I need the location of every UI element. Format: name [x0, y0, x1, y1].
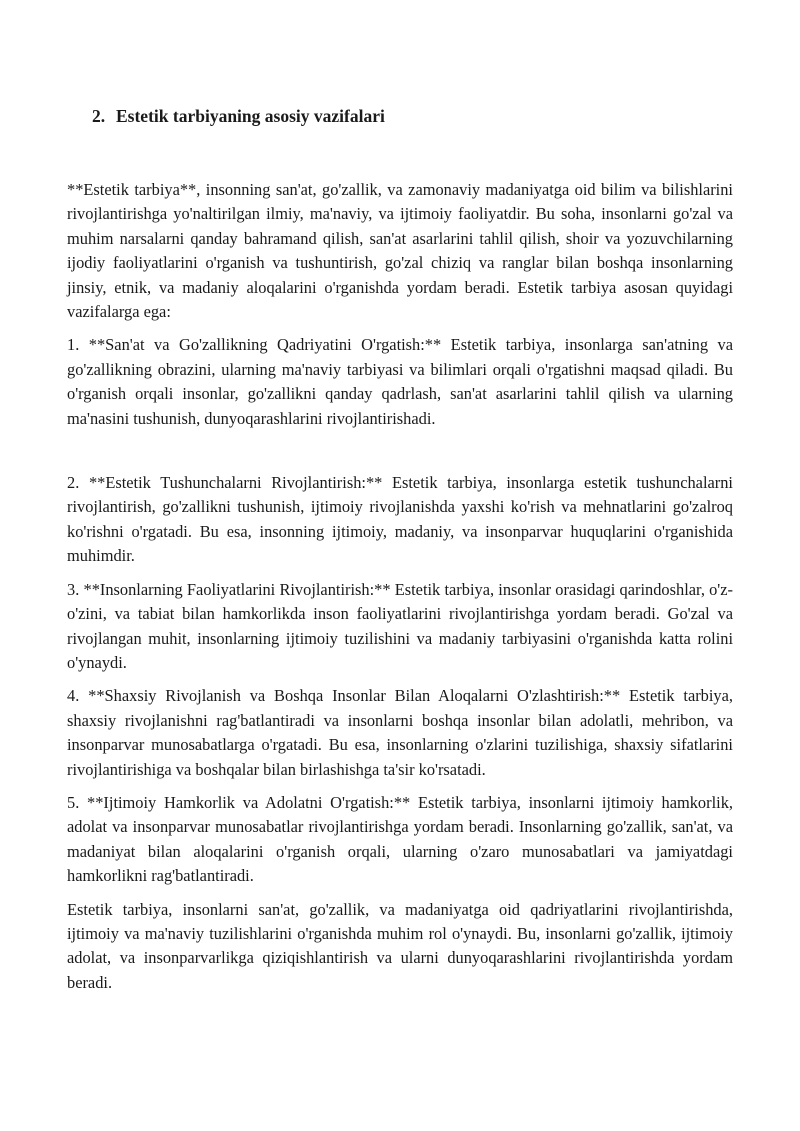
- list-item-5: 5. **Ijtimoiy Hamkorlik va Adolatni O'rgatish:** Estetik tarbiya, insonlarni ijtimoiy hamkorlik, adolat va insonparvar munosabatlar rivojlantirishga yordam beradi. Insonlarning go'zallik, san'at, va madaniyat bilan aloqalarini o'rganish orqali, ularning o'zaro munosabatlari va jamiyatdagi hamkorlikni rag'batlantiradi.: [67, 792, 733, 886]
- section-heading: [92, 104, 385, 128]
- list-item-2: 2. **Estetik Tushunchalarni Rivojlantirish:** Estetik tarbiya, insonlarga estetik tushunchalarni rivojlantirish, go'zallikni tushunish, ijtimoiy rivojlanishda yaxshi ko'rish va mehnatlarini go'zalroq ko'rishni o'rgatadi. Bu esa, insonning ijtimoiy, madaniy, va insonparvar huquqlarini o'rganishida muhimdir.: [67, 473, 733, 566]
- list-item-1: 1. **San'at va Go'zallikning Qadriyatini O'rgatish:** Estetik tarbiya, insonlarga san'atning va go'zallikning obrazini, ularning ma'naviy tarbiyasi va bilimlari orqali o'rgatishni maqsad qiladi. Bu o'rganish orqali insonlar, go'zallikni qanday qadrlash, san'at asarlarini tahlil qilish va ularning ma'nasini tushunish, dunyoqarashlarini rivojlantirishadi.: [67, 335, 733, 428]
- list-item-4: 4. **Shaxsiy Rivojlanish va Boshqa Insonlar Bilan Aloqalarni O'zlashtirish:** Estetik tarbiya, shaxsiy rivojlanishni rag'batlantiradi va insonlarni boshqa insonlar bilan adolatli, mehribon, va insonparvar munosabatlarga o'rgatadi. Bu esa, insonlarning o'zlarini tuzilishiga, shaxsiy sifatlarini rivojlantirishiga va boshqalar bilan birlashishga ta'sir ko'rsatadi.: [67, 686, 733, 779]
- conclusion-paragraph: Estetik tarbiya, insonlarni san'at, go'zallik, va madaniyatga oid qadriyatlarini rivojlantirishda, ijtimoiy va ma'naviy tuzilishlarini o'rganishda muhim rol o'ynaydi. Bu, insonlarni go'zallik, ijtimoiy adolat, va insonparvarlikga qiziqishlantirish va ularni dunyoqarashlarini rivojlantirishda yordam beradi.: [67, 899, 733, 992]
- section-number: 2.: [92, 106, 106, 126]
- document-body: [67, 178, 733, 1004]
- section-title: Estetik tarbiyaning asosiy vazifalari: [116, 106, 385, 126]
- intro-paragraph: **Estetik tarbiya**, insonning san'at, go'zallik, va zamonaviy madaniyatga oid bilim va bilishlarini rivojlantirishga yo'naltirilgan ilmiy, ma'naviy, va ijtimoiy faoliyatdir. Bu soha, insonlarni go'zal va muhim narsalarni qanday bahramand qilish, san'at asarlarini tahlil qilish, shoir va yozuvchilarning ijodiy faoliyatlarini o'rganish va tushuntirish, go'zal chiziq va ranglar bilan boshqa insonlarning jinsiy, etnik, va madaniy aloqalarini o'rganishda yordam beradi. Estetik tarbiya asosan quyidagi vazifalarga ega:: [67, 180, 733, 322]
- list-item-3: 3. **Insonlarning Faoliyatlarini Rivojlantirish:** Estetik tarbiya, insonlar orasidagi qarindoshlar, o'z-o'zini, va tabiat bilan hamkorlikda inson faoliyatlarini rivojlantirishga yordam beradi. Go'zal va rivojlangan muhit, insonlarning ijtimoiy tuzilishini va madaniy tarbiyasini o'rganishda katta rolini o'ynaydi.: [67, 579, 733, 672]
